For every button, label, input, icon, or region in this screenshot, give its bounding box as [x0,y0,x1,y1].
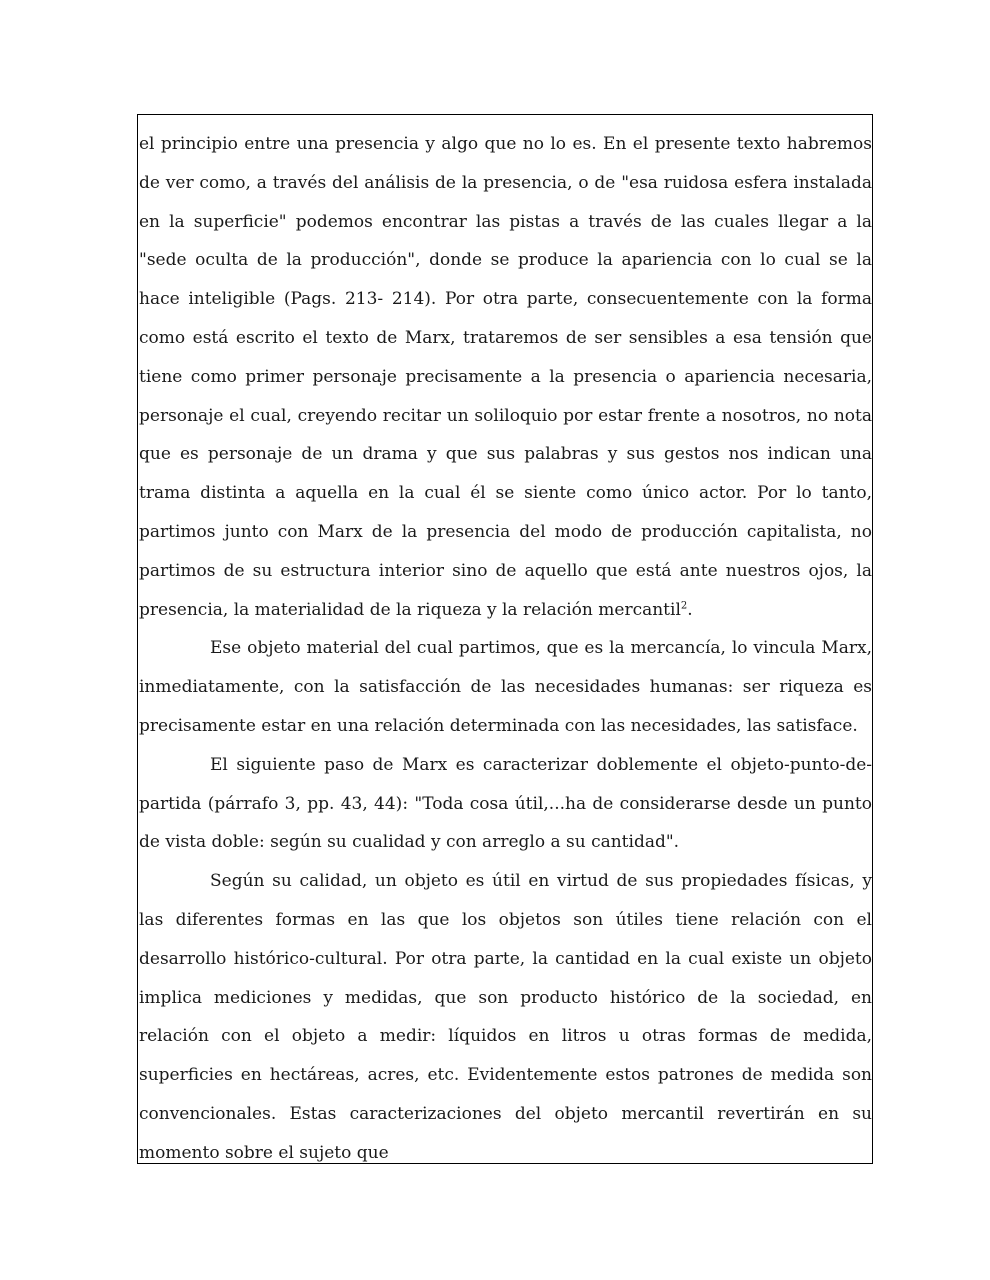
paragraph-text: el principio entre una presencia y algo que no lo es. En el presente texto habremos de ver como, a través del análisis de la presencia, o de "esa ruidosa esfera instalada en la superficie" podemos encontrar las pistas a través de las cuales llegar a la "sede oculta de la producción", donde se produce la apariencia con lo cual se la hace inteligible (Pags. 213- 214). Por otra parte, consecuentemente con la forma como está escrito el texto de Marx, trataremos de ser sensibles a esa tensión que tiene como primer personaje precisamente a la presencia o apariencia necesaria, personaje el cual, creyendo recitar un soliloquio por estar frente a nosotros, no nota que es personaje de un drama y que sus palabras y sus gestos nos indican una trama distinta a aquella en la cual él se siente como único actor. Por lo tanto, partimos junto con Marx de la presencia del modo de producción capitalista, no partimos de su estructura interior sino de aquello que está ante nuestros ojos, la presencia, la materialidad de la riqueza y la relación mercantil [139,134,872,620]
paragraph-text-end: . [687,599,693,620]
paragraph-doble-punto-de-vista: El siguiente paso de Marx es caracterizar doblemente el objeto-punto-de-partida (párrafo 3, pp. 43, 44): "Toda cosa útil,...ha de considerarse desde un punto de vista doble: según su cualidad y con arreglo a su cantidad". [139,754,872,853]
paragraph-calidad-cantidad: Según su calidad, un objeto es útil en virtud de sus propiedades físicas, y las diferentes formas en las que los objetos son útiles tiene relación con el desarrollo histórico-cultural. Por otra parte, la cantidad en la cual existe un objeto implica mediciones y medidas, que son producto histórico de la sociedad, en relación con el objeto a medir: líquidos en litros u otras formas de medida, superficies en hectáreas, acres, etc. Evidentemente estos patrones de medida son convencionales. Estas caracterizaciones del objeto mercantil revertirán en su momento sobre el sujeto que [139,871,872,1163]
footnote-reference[interactable]: 2 [680,599,688,611]
paragraph-continuation [139,125,872,629]
paragraph-mercancia: Ese objeto material del cual partimos, que es la mercancía, lo vincula Marx, inmediatamente, con la satisfacción de las necesidades humanas: ser riqueza es precisamente estar en una relación determinada con las necesidades, las satisface. [139,638,872,736]
document-body-text [139,125,872,1173]
